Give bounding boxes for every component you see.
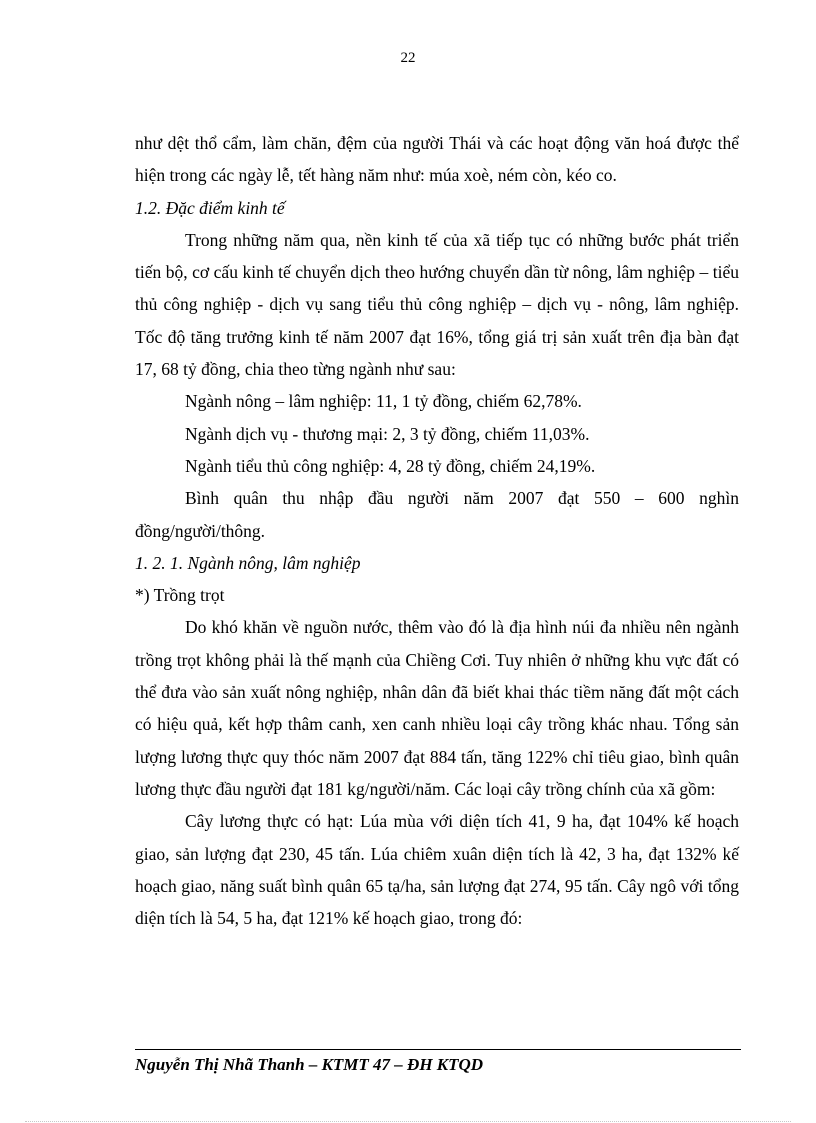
footer-divider [135,1049,741,1050]
document-body [135,127,739,934]
paragraph-agriculture-share: Ngành nông – lâm nghiệp: 11, 1 tỷ đồng, chiếm 62,78%. [185,391,582,412]
page-number: 22 [400,50,416,66]
page-bottom-dotted-line [25,1121,791,1122]
paragraph-food-crops: Cây lương thực có hạt: Lúa mùa với diện tích 41, 9 ha, đạt 104% kế hoạch giao, sản lượng đạt 230, 45 tấn. Lúa chiêm xuân diện tích là 42, 3 ha, đạt 132% kế hoạch giao, năng suất bình quân 65 tạ/ha, sản lượng đạt 274, 95 tấn. Cây ngô với tổng diện tích là 54, 5 ha, đạt 121% kế hoạch giao, trong đó: [135,811,739,929]
paragraph-culture: như dệt thổ cẩm, làm chăn, đệm của người Thái và các hoạt động văn hoá được thể hiện trong các ngày lễ, tết hàng năm như: múa xoè, ném còn, kéo co. [135,133,739,186]
paragraph-handicraft-share: Ngành tiểu thủ công nghiệp: 4, 28 tỷ đồng, chiếm 24,19%. [185,455,596,476]
subsection-heading-agriculture: 1. 2. 1. Ngành nông, lâm nghiệp [135,552,361,573]
paragraph-cultivation: Do khó khăn về nguồn nước, thêm vào đó là địa hình núi đa nhiều nên ngành trồng trọt không phải là thế mạnh của Chiềng Cơi. Tuy nhiên ở những khu vực đất có thể đưa vào sản xuất nông nghiệp, nhân dân đã biết khai thác tiềm năng đất một cách có hiệu quả, kết hợp thâm canh, xen canh nhiều loại cây trồng khác nhau. Tổng sản lượng lương thực quy thóc năm 2007 đạt 884 tấn, tăng 122% chỉ tiêu giao, bình quân lương thực đầu người đạt 181 kg/người/năm. Các loại cây trồng chính của xã gồm: [135,617,739,799]
paragraph-income: Bình quân thu nhập đầu người năm 2007 đạt 550 – 600 nghìn đồng/người/thông. [135,488,739,541]
paragraph-economy-overview: Trong những năm qua, nền kinh tế của xã tiếp tục có những bước phát triển tiến bộ, cơ cấu kinh tế chuyển dịch theo hướng chuyển dần từ nông, lâm nghiệp – tiểu thủ công nghiệp - dịch vụ sang tiểu thủ công nghiệp – dịch vụ - nông, lâm nghiệp. Tốc độ tăng trưởng kinh tế năm 2007 đạt 16%, tổng giá trị sản xuất trên địa bàn đạt 17, 68 tỷ đồng, chia theo từng ngành như sau: [135,229,739,380]
section-heading-economy: 1.2. Đặc điểm kinh tế [135,197,285,218]
footer-author: Nguyễn Thị Nhã Thanh – KTMT 47 – ĐH KTQD [135,1055,484,1074]
subheading-cultivation: *) Trồng trọt [135,585,225,606]
paragraph-services-share: Ngành dịch vụ - thương mại: 2, 3 tỷ đồng, chiếm 11,03%. [185,423,590,444]
